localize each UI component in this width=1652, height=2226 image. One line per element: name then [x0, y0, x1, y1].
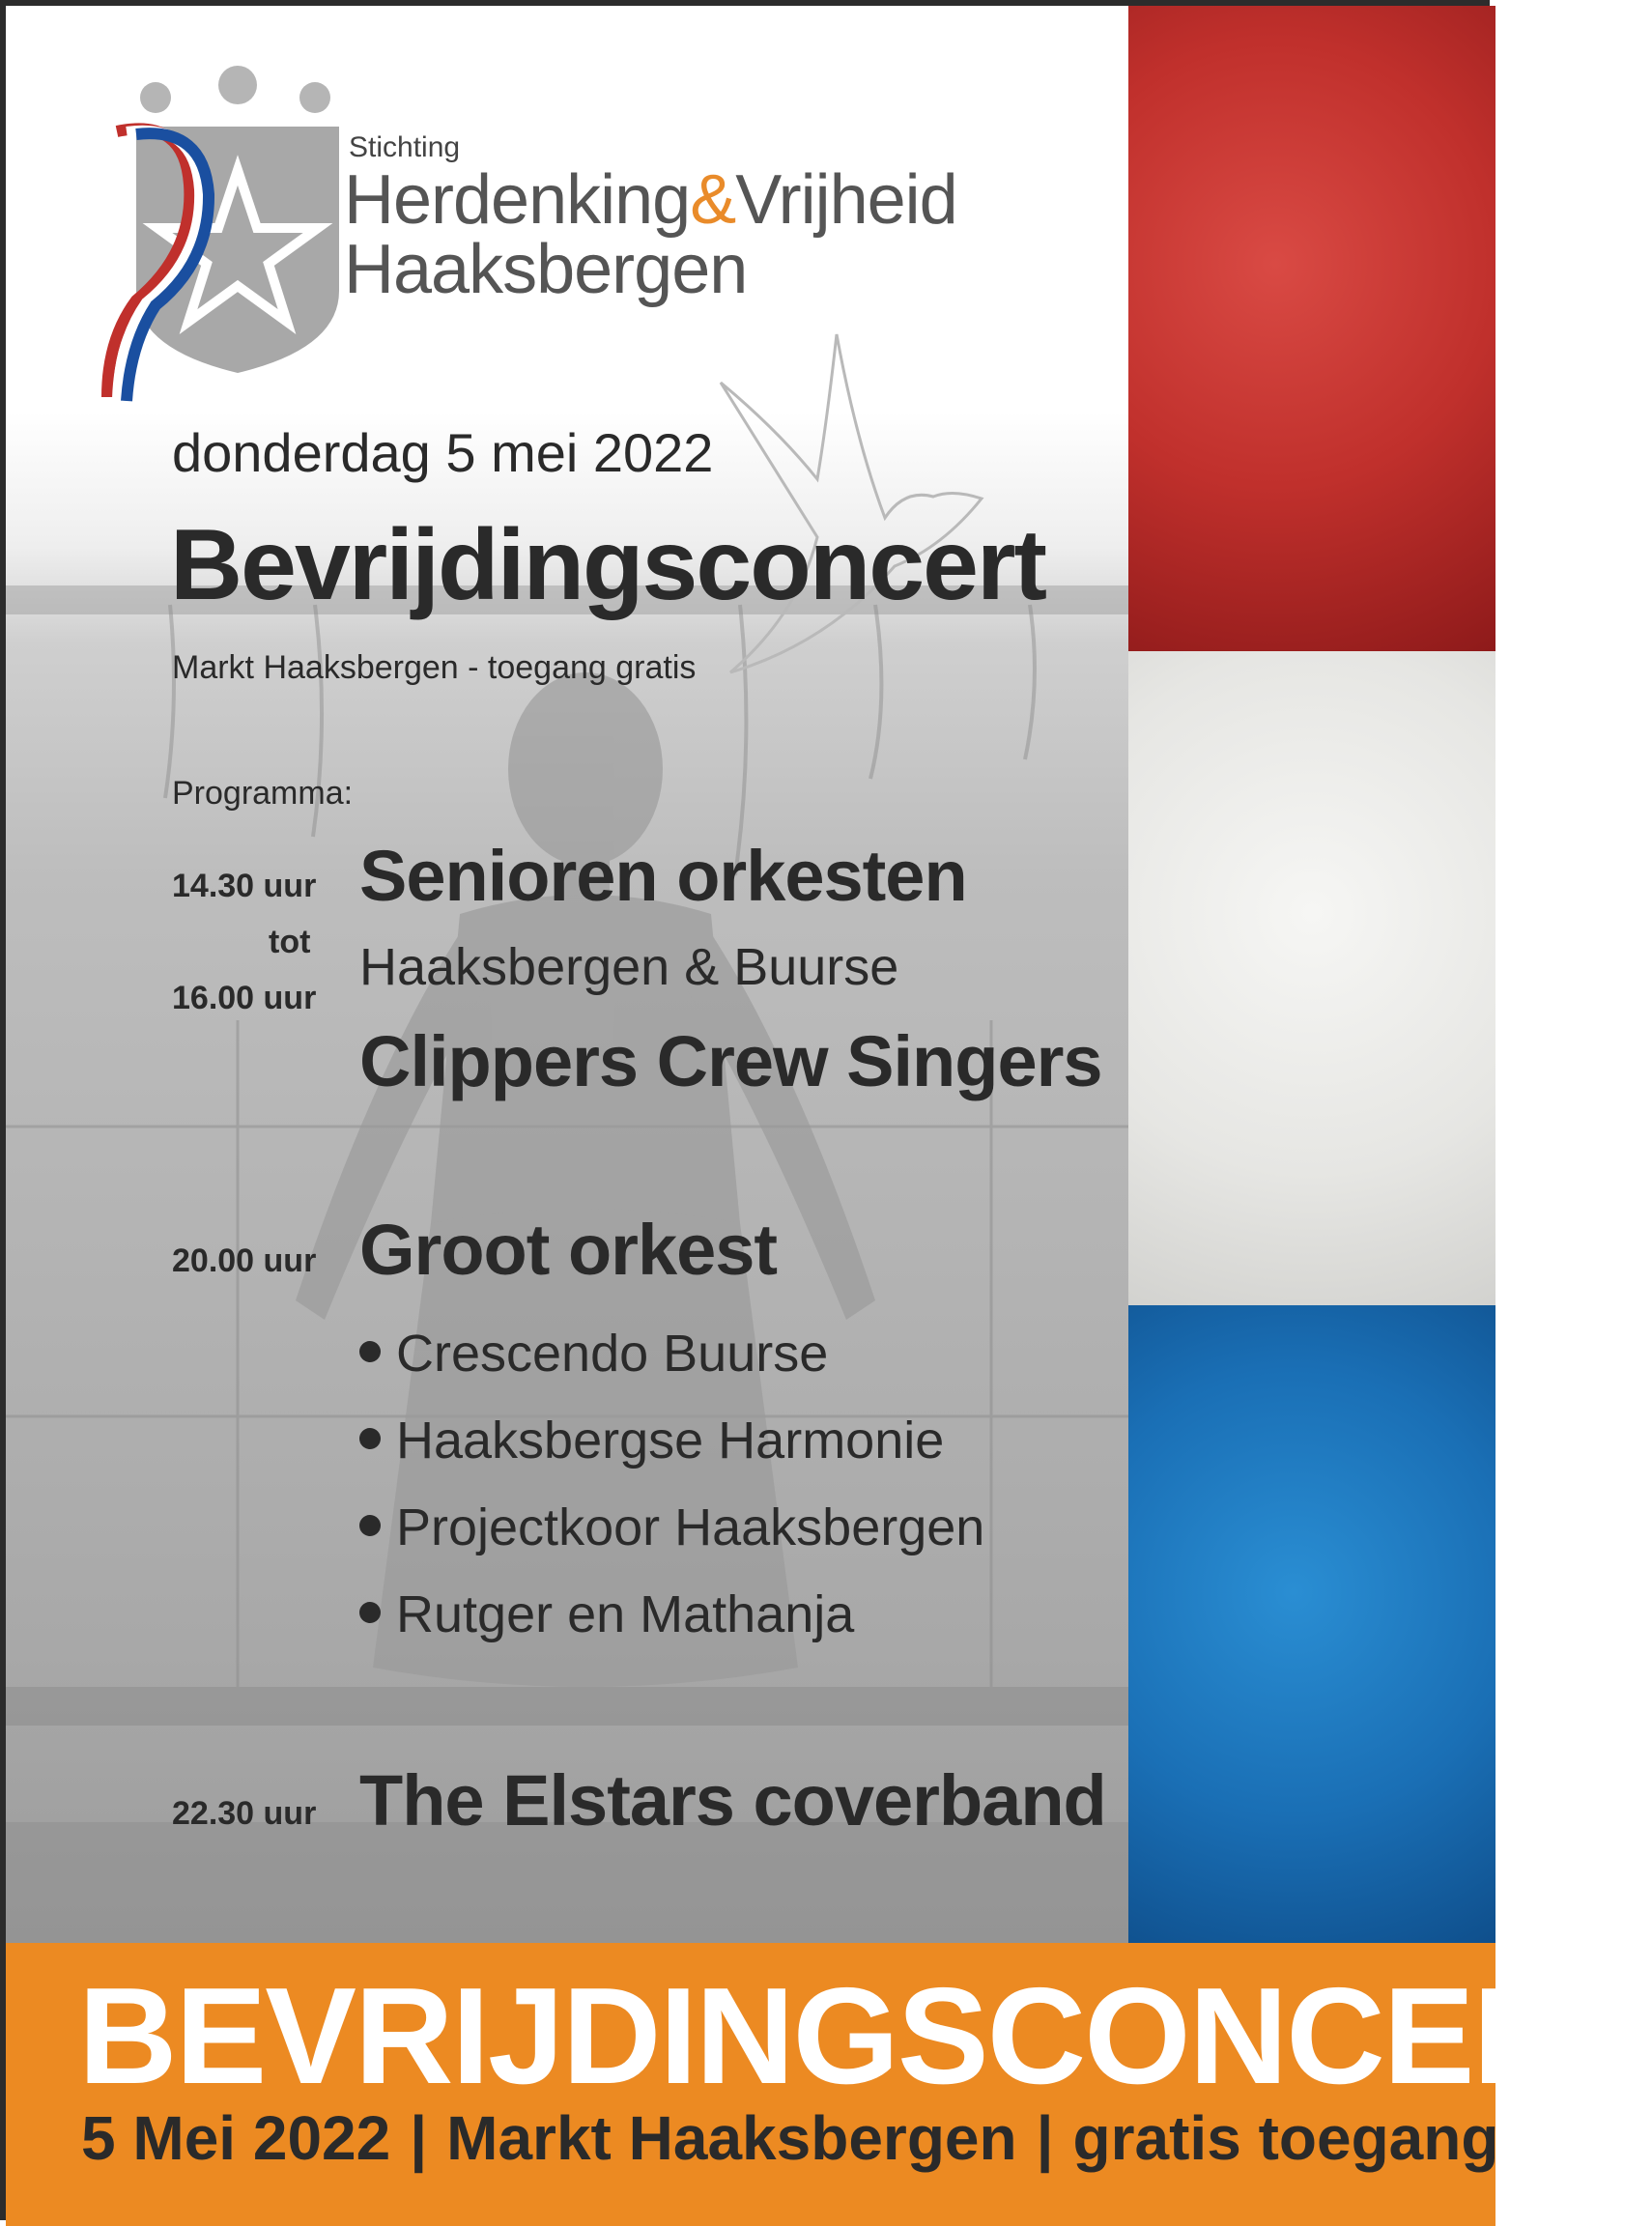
flag-white-stripe [1128, 651, 1495, 1305]
act-senior-orchestras: Senioren orkesten [359, 836, 967, 916]
participant-name: Projectkoor Haaksbergen [396, 1498, 985, 1556]
footer-separator: | [1036, 2103, 1054, 2173]
participant-name: Haaksbergse Harmonie [396, 1412, 945, 1470]
list-item [359, 1484, 984, 1571]
act-elstars: The Elstars coverband [359, 1760, 1106, 1841]
time-start-afternoon: 14.30 uur [172, 868, 317, 904]
flag-blue-stripe [1128, 1305, 1495, 1943]
bullet-icon [359, 1602, 381, 1623]
event-date: donderdag 5 mei 2022 [172, 422, 714, 483]
act-senior-orchestras-sub: Haaksbergen & Buurse [359, 938, 899, 996]
footer-date: 5 Mei 2022 [81, 2103, 391, 2173]
org-prefix: Stichting [349, 131, 461, 163]
participant-name: Crescendo Buurse [396, 1325, 829, 1383]
bullet-icon [359, 1428, 381, 1449]
list-item [359, 1571, 984, 1658]
act-clippers-crew: Clippers Crew Singers [359, 1021, 1102, 1101]
list-item [359, 1310, 984, 1397]
org-name [344, 160, 957, 240]
participants-list [359, 1310, 984, 1658]
org-name-part1: Herdenking [344, 161, 691, 239]
org-ampersand: & [690, 161, 736, 239]
time-separator: tot [269, 924, 311, 960]
bullet-icon [359, 1341, 381, 1362]
time-end-afternoon: 16.00 uur [172, 980, 317, 1016]
flag-red-stripe [1128, 6, 1495, 651]
participant-name: Rutger en Mathanja [396, 1585, 855, 1643]
program-label: Programma: [172, 775, 354, 812]
dutch-flag [1128, 6, 1495, 1943]
event-title: Bevrijdingsconcert [170, 509, 1046, 621]
footer-title: BEVRIJDINGSCONCERT [78, 1959, 1652, 2113]
footer-admission: gratis toegang [1072, 2103, 1499, 2173]
act-large-orchestra: Groot orkest [359, 1210, 778, 1290]
event-location: Markt Haaksbergen - toegang gratis [172, 649, 697, 686]
org-name-part2: Vrijheid [735, 161, 957, 239]
footer-separator: | [410, 2103, 428, 2173]
time-evening: 20.00 uur [172, 1242, 317, 1279]
footer-info [81, 2102, 1498, 2174]
list-item [359, 1397, 984, 1484]
bullet-icon [359, 1515, 381, 1536]
time-late-evening: 22.30 uur [172, 1795, 317, 1832]
org-city: Haaksbergen [344, 231, 748, 308]
footer-location: Markt Haaksbergen [446, 2103, 1017, 2173]
